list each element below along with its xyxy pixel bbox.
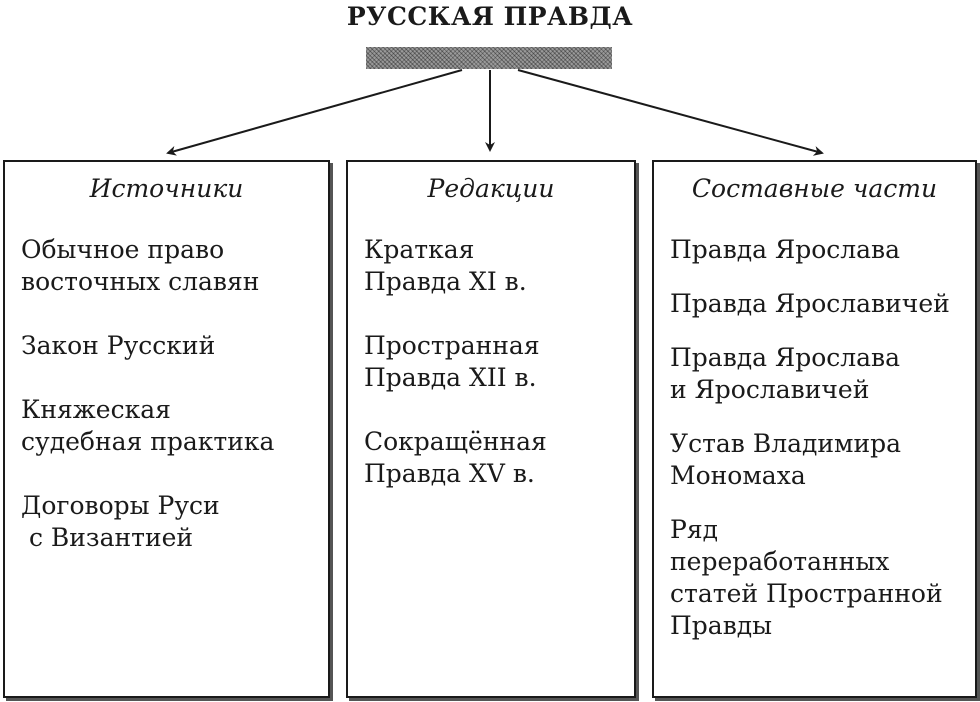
heading-component-parts: Составные части xyxy=(691,174,938,203)
item-line: Правды xyxy=(670,611,773,640)
item-line: переработанных xyxy=(670,547,890,576)
item-line: восточных славян xyxy=(21,267,260,296)
box-component-parts xyxy=(652,160,977,698)
item-line: статей Пространной xyxy=(670,579,943,608)
list-item xyxy=(670,428,967,492)
list-item xyxy=(670,514,967,642)
list-item xyxy=(364,234,626,298)
item-line: Краткая xyxy=(364,235,475,264)
item-line: Обычное право xyxy=(21,235,225,264)
list-item xyxy=(670,342,967,406)
item-line: Ряд xyxy=(670,515,718,544)
item-line: Договоры Руси xyxy=(21,491,220,520)
list-item xyxy=(21,330,320,362)
item-line: судебная практика xyxy=(21,427,275,456)
arrow-to-sources xyxy=(168,70,462,153)
heading-editions: Редакции xyxy=(427,174,555,203)
list-item xyxy=(364,426,626,490)
list-item xyxy=(21,234,320,298)
item-line: Правда XII в. xyxy=(364,363,537,392)
diagram-title: РУССКАЯ ПРАВДА xyxy=(346,2,634,31)
component-parts-list xyxy=(670,234,967,664)
item-line: Мономаха xyxy=(670,461,806,490)
item-line: и Ярославичей xyxy=(670,375,870,404)
item-line: Правда Ярослава xyxy=(670,343,901,372)
list-item xyxy=(21,490,320,554)
list-item xyxy=(670,234,967,266)
arrow-to-parts xyxy=(518,70,822,153)
item-line: Правда Ярослава xyxy=(670,235,901,264)
heading-sources: Источники xyxy=(89,174,244,203)
box-sources xyxy=(3,160,330,698)
editions-list xyxy=(364,234,626,522)
item-line: Сокращённая xyxy=(364,427,547,456)
item-line: Пространная xyxy=(364,331,540,360)
item-line: Правда Ярославичей xyxy=(670,289,950,318)
list-item xyxy=(364,330,626,394)
list-item xyxy=(21,394,320,458)
item-line: с Византией xyxy=(21,523,194,552)
sources-list xyxy=(21,234,320,586)
item-line: Правда XV в. xyxy=(364,459,535,488)
item-line: Княжеская xyxy=(21,395,171,424)
list-item xyxy=(670,288,967,320)
item-line: Устав Владимира xyxy=(670,429,902,458)
box-editions xyxy=(346,160,636,698)
item-line: Правда XI в. xyxy=(364,267,527,296)
item-line: Закон Русский xyxy=(21,331,216,360)
